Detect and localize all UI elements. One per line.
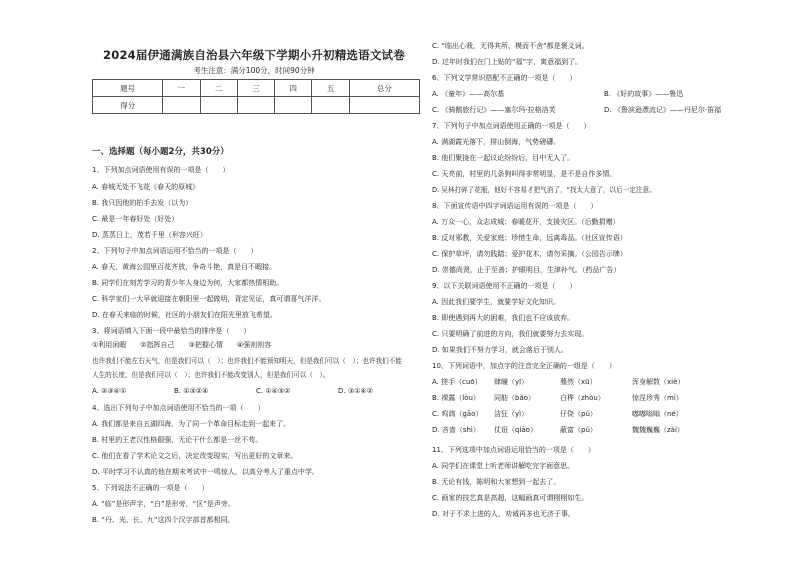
word: 仗诳（qiāo）	[494, 426, 537, 434]
option-b: B. ①③②④	[174, 387, 209, 395]
option-line: C. 保护草坪，请勿践踏；爱护花木，请勿采摘。（公园告示牌）	[432, 250, 627, 258]
word: 白桦（zhòu）	[560, 394, 605, 402]
word: 嘟嘟嗡嗡（né）	[632, 410, 683, 418]
score-table-score-row	[93, 97, 420, 114]
option-line: A. 满湖霞光落下，排山倒海，气势磅礴。	[432, 138, 561, 146]
option-line: A. 春天，黄海公园里百花齐放，争奇斗艳，真是目不暇接。	[92, 263, 277, 271]
option-a: A. ②③④①	[92, 387, 127, 395]
score-header-cell: 一	[163, 80, 200, 97]
word: A. 搓手（cuō）	[432, 378, 482, 386]
passage-line: 人生的长度，但是我们可以（ ）；也许我们不能改变别人，但是我们可以（ ）。	[92, 371, 330, 379]
q6-options-row	[432, 90, 683, 99]
word: 惊涅珍秀（mì）	[632, 394, 683, 402]
option-line: A. 万众一心，众志成城；春暖花开，支援灾区。（后勤捐赠）	[432, 218, 620, 226]
option-line: B. 即使遇到再大的困难，我们也不应该放弃。	[432, 314, 575, 322]
score-header-cell: 四	[275, 80, 312, 97]
question-line: 7、下列句子中加点词语使用正确的一项是（ ）	[432, 122, 591, 130]
q10-options-row	[432, 410, 683, 419]
score-header-cell: 五	[312, 80, 349, 97]
option-a: A. 《童年》——高尔基	[432, 90, 505, 98]
q10-options-row	[432, 426, 684, 435]
score-cell	[200, 97, 237, 114]
option-line: C. 画家的技艺真是高超，这幅画真可谓栩栩如生。	[432, 494, 589, 502]
question-line: 10、下列词语中，加点字的注音完全正确的一组是（ ）	[432, 362, 616, 370]
option-line: D. 在春天来临的时候，社区的小朋友们在阳光里放飞希望。	[92, 311, 277, 319]
word: 洁狂（yì）	[494, 410, 529, 418]
option-line: B. 同学们在刻苦学习的青少年人身边为何，大家都热情相助。	[92, 279, 284, 287]
option-line: D. 崇德尚贤，止于至善；护眼明目，生津补气。（药品广告）	[432, 266, 621, 274]
option-line: B. 他们聚拢在一起议论纷纷后，目中无人了。	[432, 154, 575, 162]
question-line: 4、选出下列句子中加点词语使用不恰当的一项（ ）	[92, 404, 265, 412]
option-line: B. 村里的王老汉性格倔强，无论干什么都是一丝不苟。	[92, 436, 263, 444]
score-row-label: 得分	[93, 97, 163, 114]
score-header-cell: 三	[237, 80, 274, 97]
question-line: 11、下列选项中加点词语运用恰当的一项是（ ）	[432, 446, 595, 454]
option-c: C. 《骑鹅旅行记》——塞尔玛·拉格洛芙	[432, 106, 556, 114]
score-cell	[275, 97, 312, 114]
score-header-cell: 二	[200, 80, 237, 97]
question-line: 5、下列说法不正确的一项是（ ）	[92, 484, 209, 492]
q3-options	[92, 387, 420, 396]
option-d: D. 《鲁滨逊漂流记》——丹尼尔·笛福	[604, 106, 722, 114]
option-line: A. 我们都是来自五湖四海，为了同一个革命目标走到一起来了。	[92, 420, 291, 428]
question-line: 8、下面宣传语中四字词语运用有误的一项是（ ）	[432, 202, 598, 210]
option-b: B. 《好的故事》——鲁迅	[604, 90, 684, 98]
word: 肆瞳（yī）	[494, 378, 529, 386]
question-line: 6、下列文学常识搭配不正确的一项是（ ）	[432, 74, 577, 82]
word: B. 裸露（lòu）	[432, 394, 480, 402]
question-line: 9、以下关联词语使用不正确的一项是（ ）	[432, 282, 577, 290]
option-line: D. 过年时我们在门上贴的“福”字，寓意福到了。	[432, 58, 583, 66]
option-line: B. 反对邪教，关爱家庭；珍惜生命，远离毒品。（社区宣传语）	[432, 234, 627, 242]
score-table-header-row	[93, 80, 420, 97]
option-line: B. “丹、光、长、九”这四个汉字部首都相同。	[92, 516, 235, 524]
exam-title: 2024届伊通满族自治县六年级下学期小升初精选语文试卷	[103, 48, 405, 62]
word: 浑身解数（xiè）	[632, 378, 685, 386]
option-line: D. 平时学习不认真的他在期末考试中一鸣惊人，以高分考入了重点中学。	[92, 468, 319, 476]
option-line: D. 吴林打碎了花瓶，他好不容易才把气消了，“找太大意了，以后一定注意。	[432, 186, 656, 194]
question-line: 3、将词语填入下面一段中最恰当的排序是（ ）	[92, 327, 251, 335]
word: 同舫（bǎo）	[494, 394, 536, 402]
score-cell	[312, 97, 349, 114]
score-cell	[349, 97, 419, 114]
option-line: C. 最是一年春好处（好处）	[92, 215, 179, 223]
question-line: 1、下列加点词语使用有误的一项是（ ）	[92, 166, 230, 174]
option-line: A. 因此我们要学生，就要学好文化知识。	[432, 298, 561, 306]
phrase-list: ①利用闲暇 ②指挥自己 ③把握心情 ④强则则容	[92, 341, 272, 349]
word: D. 吝啬（shì）	[432, 426, 480, 434]
word: 魏魏巍巍（zài）	[632, 426, 684, 434]
q10-options-row	[432, 394, 683, 403]
q10-options-row	[432, 378, 684, 387]
option-line: C. 天亮前，村里的几条狗叫得非常明显，是不是自作多情。	[432, 170, 617, 178]
q6-options-row	[432, 106, 721, 115]
option-line: A. 同学们在课堂上听老师讲解吃完字面意思。	[432, 462, 575, 470]
passage-line: 也许我们不能左右天气，但是我们可以（ ）；也许我们不能预知明天，但是我们可以（ ）；也许我们不能	[92, 357, 402, 365]
word: 蔽富（pǔ）	[560, 426, 597, 434]
score-cell	[163, 97, 200, 114]
option-line: C. 科学家们一大早就迎接在朝阳里一起做明，背定见证，真可谓喜气洋洋。	[92, 295, 326, 303]
option-line: D. 如果我们不努力学习，就会落后于别人。	[432, 346, 568, 354]
score-header-cell: 总分	[349, 80, 419, 97]
word: 仔侥（pǔ）	[560, 410, 597, 418]
option-line: A. 春城无处不飞花《春天的原城》	[92, 183, 200, 191]
option-line: C. 他们在看了学术论文之后，决定改变现实，写出更好的文章来。	[92, 452, 298, 460]
option-line: B. 无论有钱，陈明和大家想到一起去了。	[432, 478, 561, 486]
word: 蓦然（xū）	[560, 378, 597, 386]
exam-notice: 考生注意：满分100分，时间90分钟	[193, 66, 315, 75]
score-table	[92, 79, 420, 114]
score-header-cell: 题号	[93, 80, 163, 97]
option-line: D. 对于不求上进的人，劝诫再多也无济于事。	[432, 510, 575, 518]
option-line: C. 只要明确了前进的方向，我们就要努力去实现。	[432, 330, 589, 338]
option-c: C. ①④③②	[256, 387, 291, 395]
section-title: 一、选择题（每小题2分，共30分）	[92, 147, 229, 157]
question-line: 2、下列句子中加点词语运用不恰当的一项是（ ）	[92, 247, 258, 255]
option-line: B. 我只因他的拍手去发（以为）	[92, 199, 193, 207]
option-line: D. 蒸蒸日上，茂若千里（形容兴旺）	[92, 231, 207, 239]
score-cell	[237, 97, 274, 114]
word: C. 鸡鸽（gāo）	[432, 410, 483, 418]
option-d: D. ③①④②	[338, 387, 373, 395]
option-line: A. “临”是形声字，“白”是形旁，“区”是声旁。	[92, 500, 235, 508]
option-line: C. “临出心栽，无得其所，模而不舍”都是褒义词。	[432, 42, 589, 50]
